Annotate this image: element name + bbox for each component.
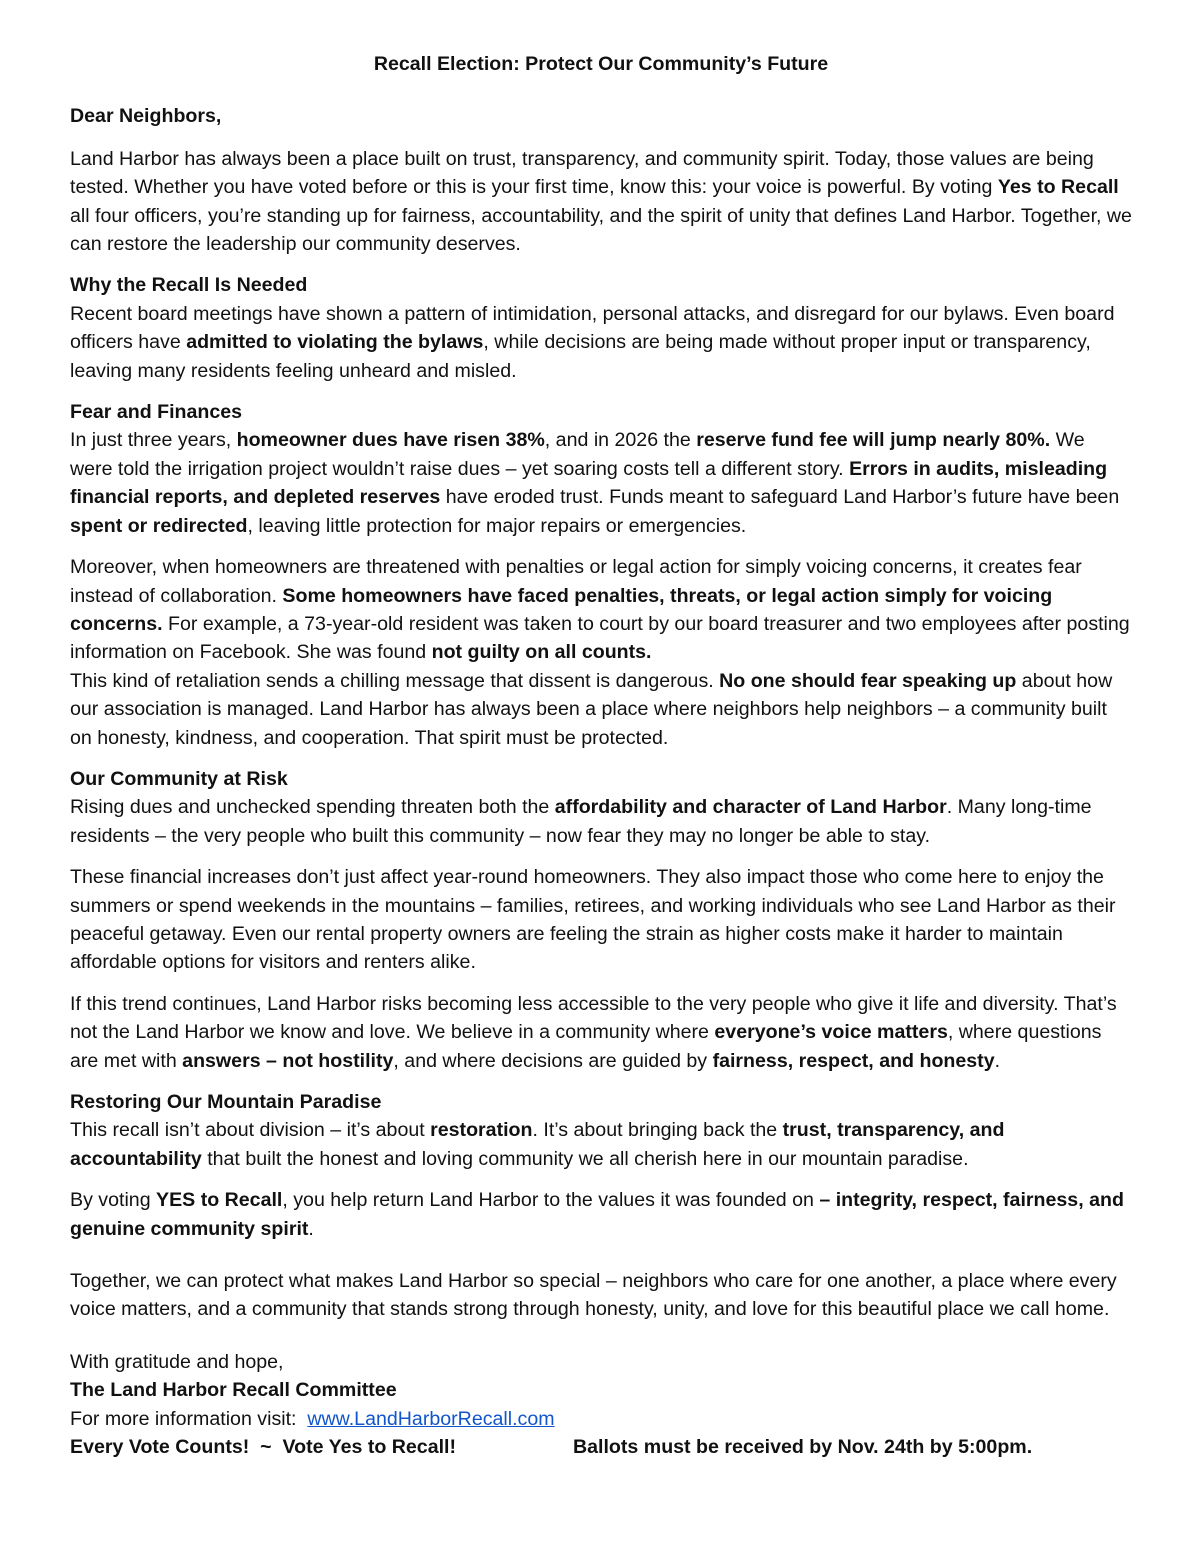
intro-bold-1: Yes to Recall <box>997 176 1119 199</box>
restoring-section <box>70 1088 1132 1173</box>
more-info-line <box>70 1405 1132 1433</box>
trend-bold-1: everyone’s voice matters <box>714 1021 948 1044</box>
risk-section <box>70 765 1132 850</box>
restoring-text-3: that built the honest and loving community we all cherish here in our mountain paradise. <box>201 1147 969 1170</box>
why-heading: Why the Recall Is Needed <box>70 274 308 297</box>
trend-text-4: . <box>994 1049 1001 1072</box>
trend-bold-3: fairness, respect, and honesty <box>712 1049 995 1072</box>
restoring-bold-1: restoration <box>430 1119 533 1142</box>
fear-bold-3: Errors in audits, misleading financial reports, and depleted reserves <box>70 457 1108 509</box>
voting-text-3: . <box>308 1217 314 1240</box>
trend-bold-2: answers – not hostility <box>182 1049 394 1072</box>
moreover-bold-3: No one should fear speaking up <box>719 669 1017 692</box>
risk-text-2: . Many long-time residents – the very people who built this community – now fear they may no longer be able to stay. <box>70 796 1092 847</box>
committee-signature: The Land Harbor Recall Committee <box>70 1379 397 1402</box>
more-info-label: For more information visit: <box>70 1407 308 1430</box>
fear-text-1: In just three years, <box>70 429 237 452</box>
restoring-text-1: This recall isn’t about division – it’s about <box>70 1119 431 1142</box>
fear-bold-1: homeowner dues have risen 38% <box>236 429 545 452</box>
increases-paragraph: These financial increases don’t just affect year-round homeowners. They also impact those who come here to enjoy the summers or spend weekends in the mountains – families, retirees, and working individuals who see Land Harbor as their peaceful getaway. Even our rental property owners are feeling the strain as higher costs make it harder to maintain affordable options for visitors and renters alike. <box>70 866 1116 974</box>
why-text-2: , while decisions are being made without proper input or transparency, leaving many residents feeling unheard and misled. <box>70 331 1091 382</box>
moreover-text-2: For example, a 73-year-old resident was taken to court by our board treasurer and two employees after posting information on Facebook. She was found <box>70 612 1130 664</box>
trend-text-3: , and where decisions are guided by <box>393 1049 713 1072</box>
website-link[interactable]: www.LandHarborRecall.com <box>307 1407 555 1430</box>
intro-text-2: all four officers, you’re standing up for fairness, accountability, and the spirit of unity that defines Land Harbor. Together, we can restore the leadership our community deserves. <box>70 204 1132 256</box>
voting-bold-2: – integrity, respect, fairness, and genuine community spirit <box>70 1189 1124 1240</box>
why-bold-1: admitted to violating the bylaws <box>186 331 484 354</box>
fear-section <box>70 398 1132 540</box>
fear-heading: Fear and Finances <box>70 401 243 424</box>
why-section <box>70 271 1132 385</box>
ballot-deadline: Ballots must be received by Nov. 24th by 5:00pm. <box>573 1436 1033 1459</box>
fear-bold-2: reserve fund fee will jump nearly 80%. <box>696 429 1051 452</box>
trend-paragraph <box>70 990 1132 1075</box>
voting-bold-1: YES to Recall <box>156 1189 283 1212</box>
fear-text-3: We were told the irrigation project wouldn’t raise dues – yet soaring costs tell a different story. <box>70 429 1085 480</box>
restoring-bold-2: trust, transparency, and accountability <box>70 1119 1005 1170</box>
fear-text-5: , leaving little protection for major repairs or emergencies. <box>247 514 747 537</box>
slogan: Every Vote Counts! ~ Vote Yes to Recall! <box>70 1436 457 1459</box>
closing-block <box>70 1348 1132 1462</box>
fear-text-2: , and in 2026 the <box>544 429 697 452</box>
restoring-heading: Restoring Our Mountain Paradise <box>70 1091 382 1113</box>
salutation: Dear Neighbors, <box>70 105 222 128</box>
moreover-bold-2: not guilty on all counts. <box>431 641 652 664</box>
fear-bold-4: spent or redirected <box>70 514 248 537</box>
risk-bold-1: affordability and character of Land Harbor <box>554 796 947 819</box>
risk-text-1: Rising dues and unchecked spending threaten both the <box>70 796 555 819</box>
why-text-1: Recent board meetings have shown a pattern of intimidation, personal attacks, and disregard for our bylaws. Even board officers have <box>70 302 1115 354</box>
trend-text-1: If this trend continues, Land Harbor risks becoming less accessible to the very people who give it life and diversity. That’s not the Land Harbor we know and love. We believe in a community where <box>70 992 1117 1044</box>
moreover-text-4: about how our association is managed. Land Harbor has always been a place where neighbors help neighbors – a community built on honesty, kindness, and cooperation. That spirit must be protected. <box>70 669 1113 749</box>
restoring-text-2: . It’s about bringing back the <box>532 1119 783 1142</box>
together-paragraph: Together, we can protect what makes Land Harbor so special – neighbors who care for one another, a place where every voice matters, and a community that stands strong through honesty, unity, and love for this beautiful place we call home. <box>70 1270 1117 1321</box>
footer-line <box>70 1433 1132 1461</box>
closing-gratitude: With gratitude and hope, <box>70 1350 284 1373</box>
voting-text-1: By voting <box>70 1189 157 1212</box>
intro-text-1: Land Harbor has always been a place built on trust, transparency, and community spirit. Today, those values are being tested. Whether you have voted before or this is your first time, know this: your voice is powerful. By voting <box>70 147 1094 199</box>
moreover-text-1: Moreover, when homeowners are threatened with penalties or legal action for simply voicing concerns, it creates fear instead of collaboration. <box>70 556 1082 607</box>
voting-text-2: , you help return Land Harbor to the values it was founded on <box>282 1189 820 1212</box>
risk-heading: Our Community at Risk <box>70 767 288 790</box>
moreover-bold-1: Some homeowners have faced penalties, threats, or legal action simply for voicing concerns. <box>70 584 1053 635</box>
moreover-paragraph <box>70 553 1132 752</box>
trend-text-2: , where questions are met with <box>70 1021 1102 1072</box>
page-title: Recall Election: Protect Our Community’s Future <box>373 53 829 75</box>
moreover-text-3: This kind of retaliation sends a chilling message that dissent is dangerous. <box>70 669 720 692</box>
intro-paragraph <box>70 145 1132 259</box>
voting-paragraph <box>70 1186 1132 1243</box>
fear-text-4: have eroded trust. Funds meant to safeguard Land Harbor’s future have been <box>440 486 1120 509</box>
